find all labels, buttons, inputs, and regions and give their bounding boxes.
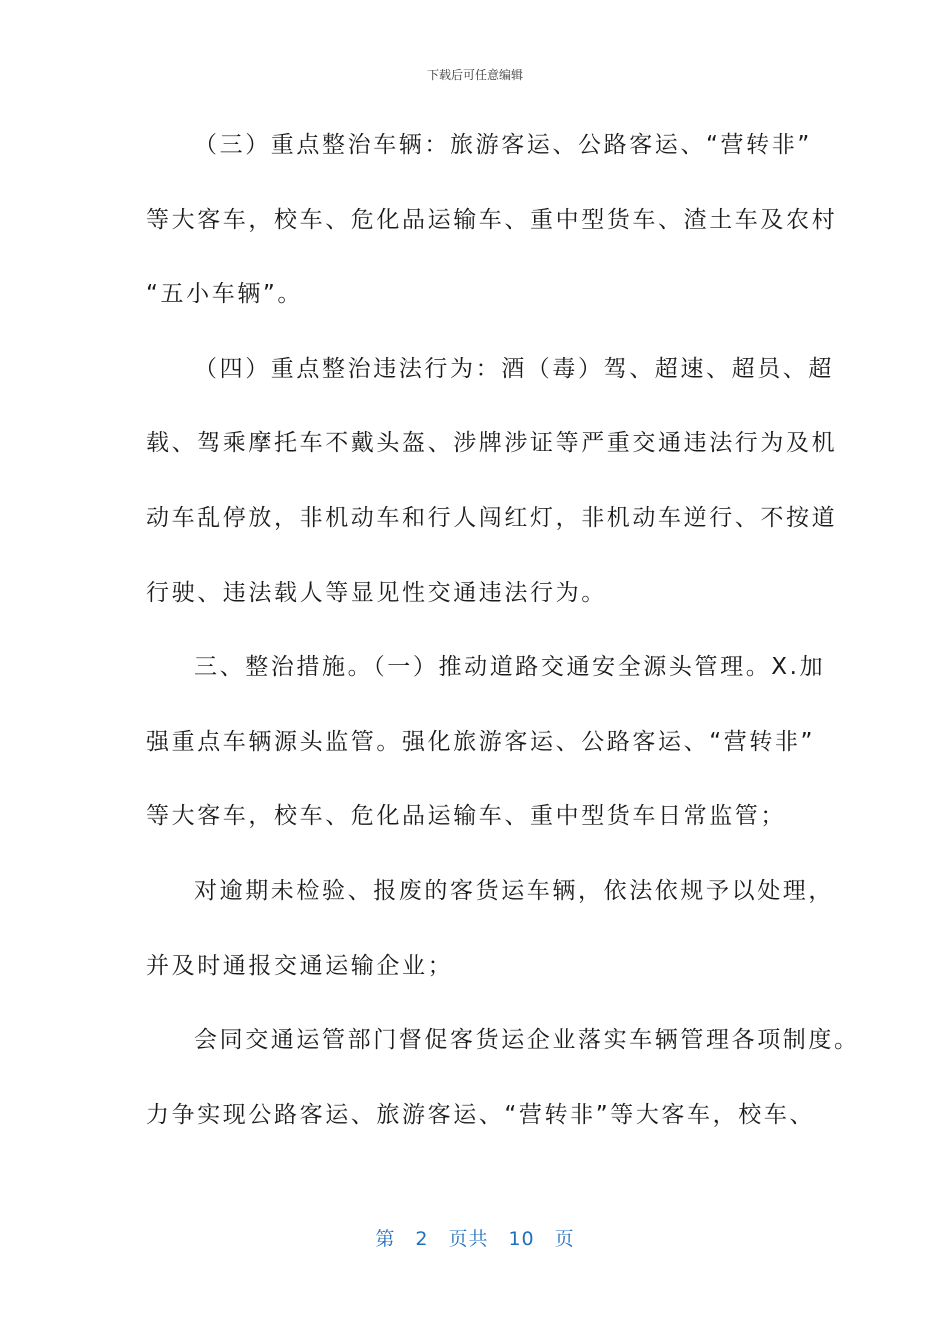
paragraph-line: 并及时通报交通运输企业；: [146, 952, 454, 979]
page-footer: [0, 1224, 950, 1251]
document-body: [146, 122, 860, 1166]
current-page-number: 2: [415, 1228, 429, 1250]
paragraph-line: 三、整治措施。（一）推动道路交通安全源头管理。X.加: [194, 654, 826, 681]
paragraph-line: 载、驾乘摩托车不戴头盔、涉牌涉证等严重交通违法行为及机: [146, 430, 838, 457]
page-header: 下载后可任意编辑: [426, 68, 523, 82]
paragraph-line: 行驶、违法载人等显见性交通违法行为。: [146, 579, 607, 606]
paragraph-line: 强重点车辆源头监管。强化旅游客运、公路客运、“营转非”: [146, 728, 816, 755]
paragraph-line: “五小车辆”。: [146, 281, 304, 308]
paragraph-line: 力争实现公路客运、旅游客运、“营转非”等大客车，校车、: [146, 1101, 816, 1128]
paragraph-line: （三）重点整治车辆：旅游客运、公路客运、“营转非”: [194, 132, 812, 158]
page-label-suffix: 页: [554, 1228, 575, 1250]
paragraph-line: 等大客车，校车、危化品运输车、重中型货车、渣土车及农村: [146, 206, 838, 233]
paragraph-line: 对逾期未检验、报废的客货运车辆，依法依规予以处理，: [194, 877, 834, 904]
paragraph-line: 会同交通运管部门督促客货运企业落实车辆管理各项制度。: [194, 1027, 860, 1054]
page-label-prefix: 第: [375, 1228, 396, 1250]
paragraph-line: （四）重点整治违法行为：酒（毒）驾、超速、超员、超: [194, 355, 834, 382]
page-label-middle: 页共: [448, 1228, 489, 1250]
paragraph-line: 动车乱停放，非机动车和行人闯红灯，非机动车逆行、不按道: [146, 504, 838, 531]
total-pages-number: 10: [508, 1228, 535, 1250]
paragraph-line: 等大客车，校车、危化品运输车、重中型货车日常监管；: [146, 803, 786, 830]
